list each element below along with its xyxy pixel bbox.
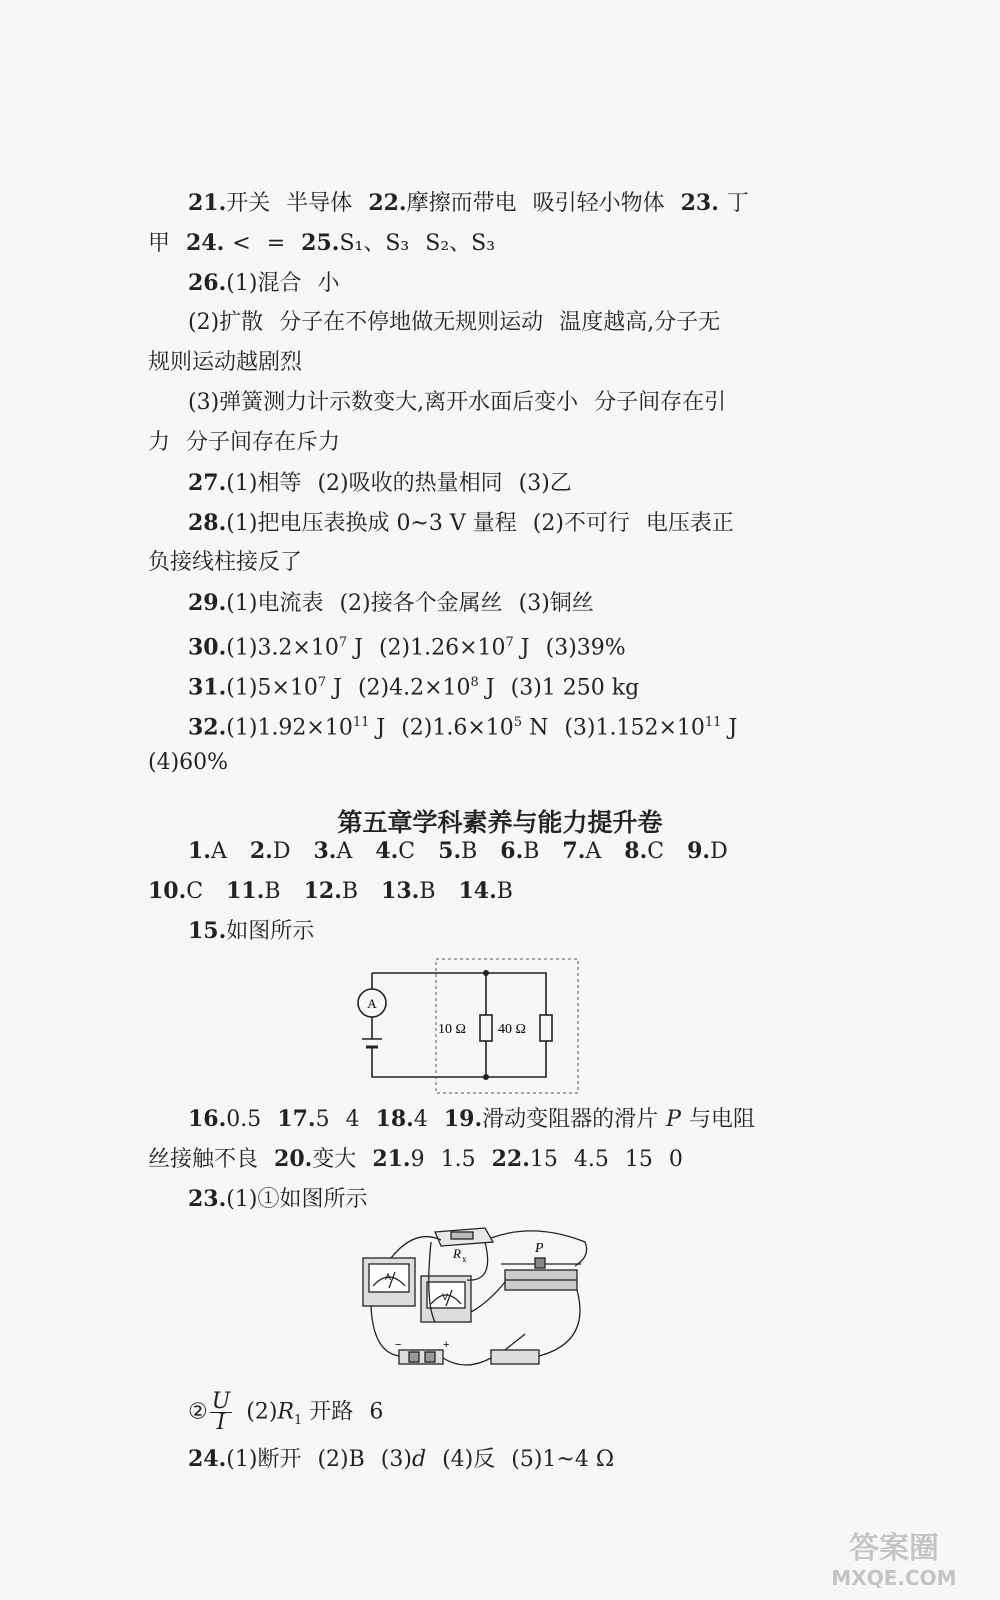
answer: (2)吸收的热量相同 [317,471,503,496]
resistor-label: 10 Ω [438,1022,466,1037]
answer: 甲 [148,231,171,256]
answer: 15 [624,1147,653,1172]
answer-line [148,748,228,778]
q-num: 31. [188,674,227,701]
answer: B [419,879,436,904]
answer: 电压表正 [645,511,734,536]
exponent: 7 [505,635,514,650]
section-heading: 第五章学科素养与能力提升卷 [337,808,663,837]
answer: S₁、S₃ [339,231,410,256]
exponent: 11 [704,715,722,730]
q-num: 6. [500,838,524,864]
q-num: 29. [188,590,227,616]
answer-line-32 [188,708,737,743]
q-num: 10. [148,878,187,904]
variable: P [666,1107,681,1132]
answer: 4 [345,1107,360,1132]
answer: 摩擦而带电 [406,191,517,216]
q-num: 14. [458,878,497,904]
answer: 9 [410,1147,425,1172]
answer: (2)接各个金属丝 [339,591,503,616]
answer: D [272,839,291,864]
answer-line-30 [188,628,626,663]
answer: 变大 [312,1147,357,1172]
answer: 半导体 [286,191,353,216]
answer-line-26 [188,268,339,299]
exponent: 8 [470,675,479,690]
answer: 温度越高,分子无 [559,310,721,335]
ammeter-label: A [367,996,377,1011]
answer-line-31 [188,668,639,703]
q-num: 28. [188,510,227,536]
answer: C [398,839,416,864]
answer: 负接线柱接反了 [148,550,303,575]
answer: (5)1~4 Ω [511,1447,615,1472]
answer: (3)弹簧测力计示数变大,离开水面后变小 [188,390,579,415]
answer: 力 [148,430,171,455]
junction-dot [483,1074,489,1080]
battery-minus: − [395,1339,402,1351]
answer-line [188,388,726,418]
answer: (1)混合 [226,271,302,296]
variable: R [277,1399,295,1425]
unit: J [513,635,530,661]
q-num: 5. [438,838,462,864]
answer: 分子间存在斥力 [186,430,341,455]
unit: J [721,715,738,741]
answer: 分子间存在引 [594,390,727,415]
answer: 开路 [302,1399,354,1425]
answer: (1)把电压表换成 0~3 V 量程 [226,511,517,536]
q-num: 24. [186,230,225,256]
q-num: 30. [188,634,227,661]
rx-label: R [453,1246,461,1261]
answer: B [461,839,478,864]
answer-line-27 [188,468,572,499]
answer: 0 [668,1147,683,1172]
exponent: 7 [338,635,348,650]
exponent: 11 [352,715,370,730]
parallel-circuit-diagram [350,955,590,1095]
q-num: 3. [313,838,337,864]
q-num: 15. [188,918,227,944]
answer-line-15 [188,916,314,947]
answer: S₂、S₃ [425,231,496,256]
unit: J [347,635,363,661]
answer: 0.5 [226,1107,262,1132]
q-num: 32. [188,714,227,741]
q-num: 1. [188,838,211,864]
junction-dot [483,970,489,976]
answer: A [210,839,227,864]
answer: 开关 [226,191,271,216]
answer-line [188,308,720,338]
q-num: 23. [680,190,719,216]
q-num: 16. [188,1106,227,1132]
answer: (1)电流表 [226,591,324,616]
answer: (4)反 [442,1447,496,1472]
resistor-icon [540,1015,552,1041]
rx-subscript: x [462,1254,467,1264]
answer: B [264,879,281,904]
unit: J [369,715,386,741]
q-num: 7. [562,838,586,864]
unit: J [478,675,495,701]
q-num: 4. [375,838,399,864]
watermark [804,1532,984,1592]
q-num: 22. [491,1146,530,1172]
answer: < [232,231,251,256]
answer: 1.5 [440,1147,476,1172]
answer: (2)4.2×10 [357,675,471,701]
answer: C [647,839,665,864]
answer: 分子在不停地做无规则运动 [279,310,544,335]
unit: N [522,715,549,741]
apparatus-circuit-diagram [355,1222,595,1372]
answer: 5 [315,1107,330,1132]
q-num: 17. [277,1106,316,1132]
answer: A [336,839,353,864]
answer-line-24 [188,1444,614,1475]
voltmeter-label: V [442,1292,449,1302]
q-num: 9. [687,838,711,864]
q-num: 21. [188,190,227,216]
q-num: 24. [188,1446,227,1472]
answer: (3)1 250 kg [510,675,640,701]
answer: (3)1.152×10 [564,715,705,741]
exponent: 7 [317,675,327,690]
watermark-text: MXQE.COM [831,1566,957,1590]
resistor-icon [480,1015,492,1041]
answer: (3)39% [545,635,626,661]
answer-line [148,428,340,458]
answer-line-23 [188,1184,367,1215]
watermark-text: 答案圈 [849,1531,939,1566]
q-num: 11. [226,878,265,904]
q-num: 21. [372,1146,411,1172]
answer: 规则运动越剧烈 [148,350,303,375]
answer-line-21-23 [188,188,749,219]
answer: C [186,879,204,904]
q-num: 22. [368,190,407,216]
answer-line-23-2 [188,1389,384,1441]
slider-label: P [535,1241,544,1256]
q-num: 19. [443,1106,483,1132]
answer: = [266,231,286,256]
numerator: U [211,1389,231,1414]
answer: 15 [529,1147,558,1172]
answer: (2)扩散 [188,310,264,335]
battery-plus: + [443,1339,450,1351]
answer: (3) [380,1447,412,1472]
q-num: 20. [274,1146,313,1172]
answer: B [496,879,513,904]
q-num: 27. [188,470,227,496]
ammeter-label: A [385,1272,392,1282]
answer: (2) [246,1399,278,1425]
answer-line-19-22 [148,1144,683,1175]
answer: (1)①如图所示 [226,1187,368,1212]
resistor-label: 40 Ω [498,1022,526,1037]
answer-line-29 [188,588,594,619]
answer: (3)铜丝 [518,591,594,616]
answer: (1)5×10 [226,675,318,701]
answer-line [148,548,302,578]
answer: (1)1.92×10 [226,715,353,741]
q-num: 25. [301,230,340,256]
subscript: 1 [294,1412,303,1428]
answer: (4)60% [148,750,229,775]
answer: (1)3.2×10 [226,635,339,661]
variable: d [411,1447,427,1472]
answer: D [710,839,728,864]
answer: 如图所示 [226,919,315,944]
exponent: 5 [513,715,523,730]
answer-line-28 [188,508,734,539]
answer: (2)不可行 [532,511,630,536]
answer-line-23-25 [148,228,495,259]
answer: 与电阻 [688,1107,755,1132]
answer: 丝接触不良 [148,1147,259,1172]
q-num: 12. [303,878,342,904]
mc-line-2 [148,876,513,907]
q-num: 8. [624,838,648,864]
answer: 小 [317,271,340,296]
answer: (3)乙 [518,471,572,496]
answer: A [585,839,602,864]
fraction [210,1389,233,1435]
denominator: I [216,1410,226,1435]
unit: J [326,675,342,701]
answer: (2)1.6×10 [401,715,514,741]
answer: 滑动变阻器的滑片 [482,1107,659,1132]
answer: (2)B [317,1447,365,1472]
q-num: 13. [381,878,420,904]
answer: 吸引轻小物体 [532,191,665,216]
answer: 4 [413,1107,428,1132]
answer: 丁 [726,191,749,216]
answer-line [148,348,302,378]
answer: (1)断开 [226,1447,302,1472]
answer: B [341,879,359,904]
q-num: 18. [375,1106,414,1132]
q-num: 26. [188,270,227,296]
circled-number: ② [188,1399,208,1425]
answer: (2)1.26×10 [378,635,506,661]
answer-line-16-19 [188,1104,755,1135]
q-num: 2. [249,838,273,864]
answer: B [523,839,540,864]
mc-line-1 [188,836,728,867]
answer: 6 [369,1399,384,1425]
q-num: 23. [188,1186,227,1212]
answer: (1)相等 [226,471,302,496]
answer: 4.5 [573,1147,609,1172]
